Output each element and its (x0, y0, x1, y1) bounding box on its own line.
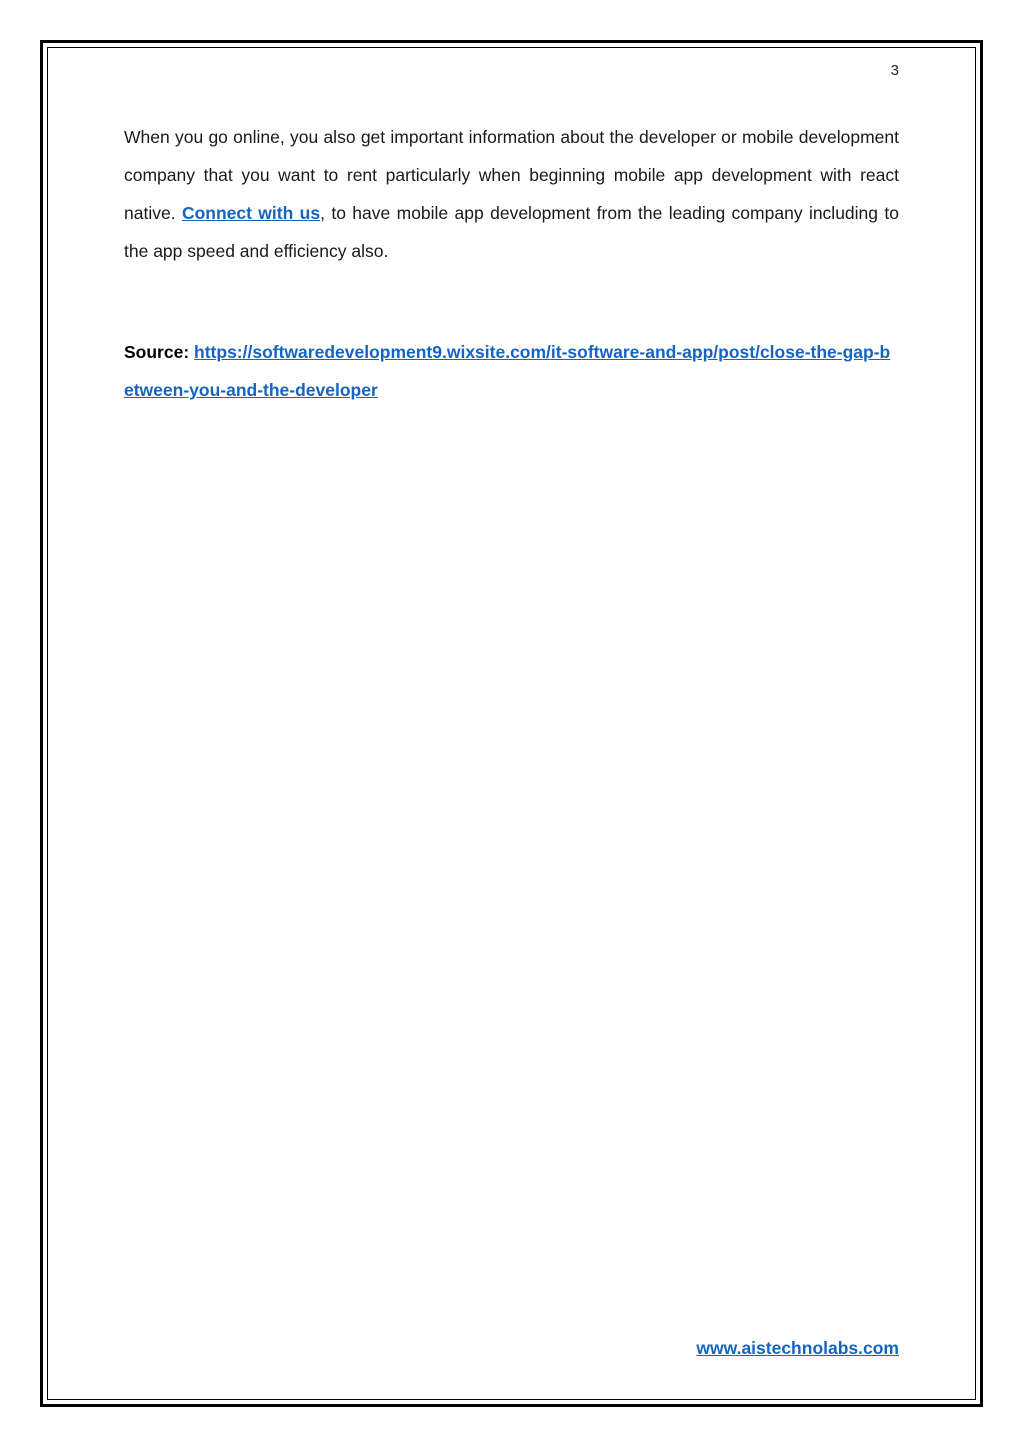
source-url-link[interactable]: https://softwaredevelopment9.wixsite.com/it-software-and-app/post/close-the-gap-between-you-and-the-developer (124, 342, 891, 400)
document-body (124, 118, 899, 409)
footer-website-link[interactable]: www.aistechnolabs.com (696, 1338, 899, 1358)
source-label: Source: (124, 342, 190, 362)
body-paragraph (124, 118, 899, 270)
source-line (124, 333, 899, 409)
connect-with-us-link[interactable]: Connect with us (181, 203, 321, 223)
paragraph-text-after-link: , to have mobile app development from the leading company including to the app speed and efficiency also. (124, 203, 899, 261)
page-number: 3 (890, 62, 899, 79)
paragraph-text-before-link: When you go online, you also get important information about the developer or mobile development company that you want to rent particularly when beginning mobile app development with react native. (124, 127, 899, 223)
